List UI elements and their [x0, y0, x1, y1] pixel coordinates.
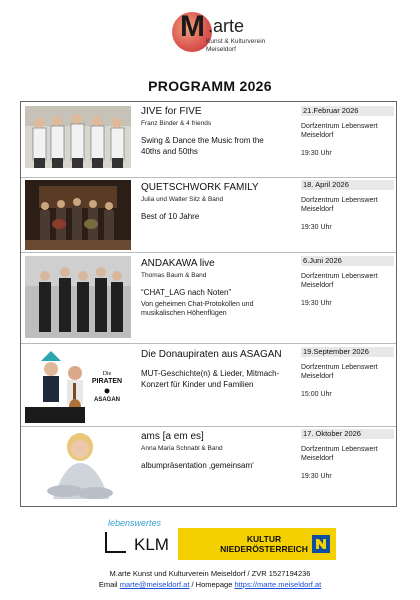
klm-text: KLM [134, 535, 169, 554]
event-description: albumpräsentation ‚gemeinsam‘ [141, 461, 254, 470]
divider [21, 252, 396, 253]
event-date: 18. April 2026 [301, 180, 394, 190]
event-subtitle: Anna Maria Schnabl & Band [141, 445, 223, 452]
event-name: ANDAKAWA live [141, 258, 215, 269]
program-frame [20, 101, 397, 507]
kultur-niederoesterreich-logo [178, 528, 336, 560]
kultur-line-1: KULTUR [246, 534, 282, 544]
event-venue: Dorfzentrum Lebenswert Meiseldorf [301, 446, 378, 462]
event-description-2: Von geheimen Chat-Protokollen und musikalischen Höhenflügen [141, 300, 254, 317]
event-description: “CHAT_LAG nach Noten” [141, 288, 232, 297]
event-name: JIVE for FIVE [141, 106, 202, 117]
event-row [21, 106, 396, 176]
event-name: QUETSCHWORK FAMILY [141, 182, 259, 193]
event-date: 19.September 2026 [301, 347, 394, 357]
noe-badge-icon [312, 535, 330, 553]
lebenswertes-label: lebenswertes [108, 518, 162, 528]
page-title: PROGRAMM 2026 [148, 78, 272, 94]
divider [21, 426, 396, 427]
logo-word: .arte [208, 16, 245, 36]
event-venue: Dorfzentrum Lebenswert Meiseldorf [301, 273, 378, 289]
artist-photo-ams [25, 429, 131, 503]
homepage-link[interactable]: https://marte.meiseldorf.at [234, 580, 322, 589]
event-date: 6.Juni 2026 [301, 256, 394, 266]
klm-logo [104, 530, 170, 554]
divider [21, 343, 396, 344]
event-venue: Dorfzentrum Lebenswert Meiseldorf [301, 197, 378, 213]
event-row [21, 347, 396, 425]
kultur-line-2: NIEDERÖSTERREICH [220, 544, 308, 554]
event-row [21, 429, 396, 505]
band-photo-andakawa [25, 256, 131, 338]
marte-logo [172, 8, 282, 60]
event-name: ams [a em es] [141, 431, 204, 442]
logo-tagline-1: Kunst & Kulturverein [206, 38, 266, 45]
event-venue: Dorfzentrum Lebenswert Meiseldorf [301, 123, 378, 139]
footer-contact-line [0, 580, 420, 589]
event-subtitle: Franz Binder & 4 friends [141, 120, 212, 127]
event-time: 19:30 Uhr [301, 300, 332, 307]
event-name: Die Donaupiraten aus ASAGAN [141, 349, 282, 360]
poster-text-3: ASAGAN [93, 397, 121, 403]
footer-org-line: M.arte Kunst und Kulturverein Meiseldorf / ZVR 1527194236 [109, 569, 311, 578]
poster-text-2: PIRATEN [91, 378, 123, 385]
event-subtitle: Julia und Walter Sitz & Band [141, 196, 224, 203]
event-time: 15:00 Uhr [301, 391, 332, 398]
event-description: Swing & Dance the Music from the 40ths and 50ths [141, 136, 264, 156]
event-date: 21.Februar 2026 [301, 106, 394, 116]
event-description: Best of 10 Jahre [141, 212, 200, 221]
band-photo-jive [25, 106, 131, 168]
band-photo-quetschwork [25, 180, 131, 250]
event-venue: Dorfzentrum Lebenswert Meiseldorf [301, 364, 378, 380]
event-date: 17. Oktober 2026 [301, 429, 394, 439]
kultur-logo-text [218, 534, 310, 554]
logo-tagline [206, 38, 265, 54]
event-description: MUT-Geschichte(n) & Lieder, Mitmach-Konzert für Kinder und Familien [141, 369, 280, 389]
homepage-label: / Homepage [189, 580, 235, 589]
event-time: 19:30 Uhr [301, 150, 332, 157]
event-time: 19:30 Uhr [301, 224, 332, 231]
logo-mark: M [180, 10, 205, 43]
poster-text-1: Die [102, 371, 112, 377]
event-time: 19:30 Uhr [301, 473, 332, 480]
band-photo-donaupiraten [25, 347, 131, 423]
event-row [21, 180, 396, 252]
event-subtitle: Thomas Baum & Band [141, 272, 207, 279]
logo-tagline-2: Meiseldorf [206, 46, 236, 53]
email-label: Email [98, 580, 120, 589]
email-link[interactable]: marte@meiseldorf.at [119, 580, 190, 589]
event-row [21, 256, 396, 342]
divider [21, 177, 396, 178]
